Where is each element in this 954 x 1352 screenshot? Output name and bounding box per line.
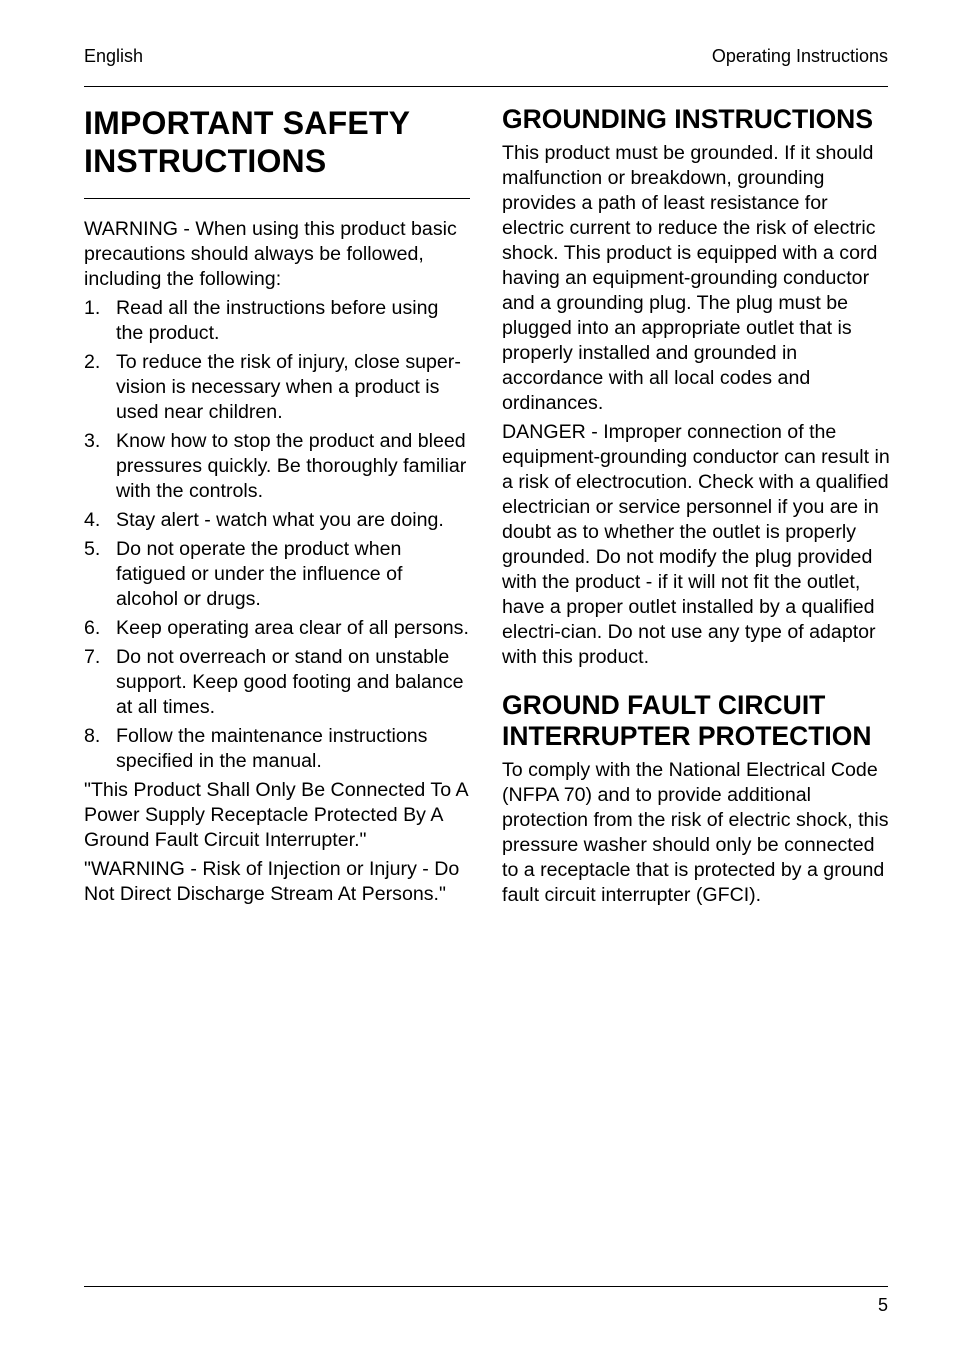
list-item-text: To reduce the risk of injury, close super-vision is necessary when a product is used near children. bbox=[116, 351, 461, 423]
right-column bbox=[502, 104, 890, 912]
list-item-number: 7. bbox=[84, 646, 101, 668]
list-item-text: Stay alert - watch what you are doing. bbox=[116, 509, 444, 531]
list-item-number: 2. bbox=[84, 351, 101, 373]
gfci-statement: "This Product Shall Only Be Connected To A Power Supply Receptacle Protected By A Ground Fault Circuit Interrupter." bbox=[84, 779, 468, 851]
gfci-title: GROUND FAULT CIRCUIT INTERRUPTER PROTECTION bbox=[502, 690, 872, 751]
gfci-paragraph: To comply with the National Electrical Code (NFPA 70) and to provide additional protection from the risk of electric shock, this pressure washer should only be connected to a receptacle that is protected by a ground fault circuit interrupter (GFCI). bbox=[502, 759, 889, 906]
injection-warning: "WARNING - Risk of Injection or Injury - Do Not Direct Discharge Stream At Persons." bbox=[84, 858, 460, 905]
list-item-number: 6. bbox=[84, 617, 101, 639]
list-item-text: Do not operate the product when fatigued or under the influence of alcohol or drugs. bbox=[116, 538, 403, 610]
list-item bbox=[84, 429, 470, 504]
left-column bbox=[84, 104, 470, 911]
header-doc-title: Operating Instructions bbox=[711, 46, 888, 66]
list-item-text: Follow the maintenance instructions specified in the manual. bbox=[116, 725, 428, 772]
list-item bbox=[84, 616, 470, 641]
list-item bbox=[84, 645, 470, 720]
list-item-number: 1. bbox=[84, 297, 101, 319]
page-footer bbox=[84, 1286, 888, 1315]
list-item bbox=[84, 508, 470, 533]
list-item bbox=[84, 296, 470, 346]
warning-intro: WARNING - When using this product basic precautions should always be followed, including the following: bbox=[84, 218, 457, 290]
list-item-number: 4. bbox=[84, 509, 101, 531]
list-item bbox=[84, 724, 470, 774]
list-item-text: Know how to stop the product and bleed pressures quickly. Be thoroughly familiar with the controls. bbox=[116, 430, 467, 502]
list-item-text: Do not overreach or stand on unstable support. Keep good footing and balance at all times. bbox=[116, 646, 464, 718]
list-item bbox=[84, 537, 470, 612]
list-item-number: 5. bbox=[84, 538, 101, 560]
list-item-text: Keep operating area clear of all persons. bbox=[116, 617, 469, 639]
safety-list bbox=[84, 296, 470, 774]
safety-title: IMPORTANT SAFETY INSTRUCTIONS bbox=[84, 104, 470, 199]
list-item-text: Read all the instructions before using the product. bbox=[116, 297, 439, 344]
list-item-number: 8. bbox=[84, 725, 101, 747]
page-header bbox=[84, 44, 888, 87]
page-number: 5 bbox=[877, 1295, 888, 1315]
list-item-number: 3. bbox=[84, 430, 101, 452]
grounding-paragraph: This product must be grounded. If it should malfunction or breakdown, grounding provides a path of least resistance for electric current to reduce the risk of electric shock. This product is equipped with a cord having an equipment-grounding conductor and a grounding plug. The plug must be plugged into an appropriate outlet that is properly installed and grounded in accordance with all local codes and ordinances. bbox=[502, 142, 878, 414]
list-item bbox=[84, 350, 470, 425]
header-language: English bbox=[84, 46, 144, 66]
grounding-title: GROUNDING INSTRUCTIONS bbox=[502, 104, 873, 134]
danger-paragraph: DANGER - Improper connection of the equipment-grounding conductor can result in a risk of electrocution. Check with a qualified electrician or service personnel if you are in doubt as to whether the outlet is properly grounded. Do not modify the plug provided with the product - if it will not fit the outlet, have a proper outlet installed by a qualified electri-cian. Do not use any type of adaptor with this product. bbox=[502, 421, 890, 668]
